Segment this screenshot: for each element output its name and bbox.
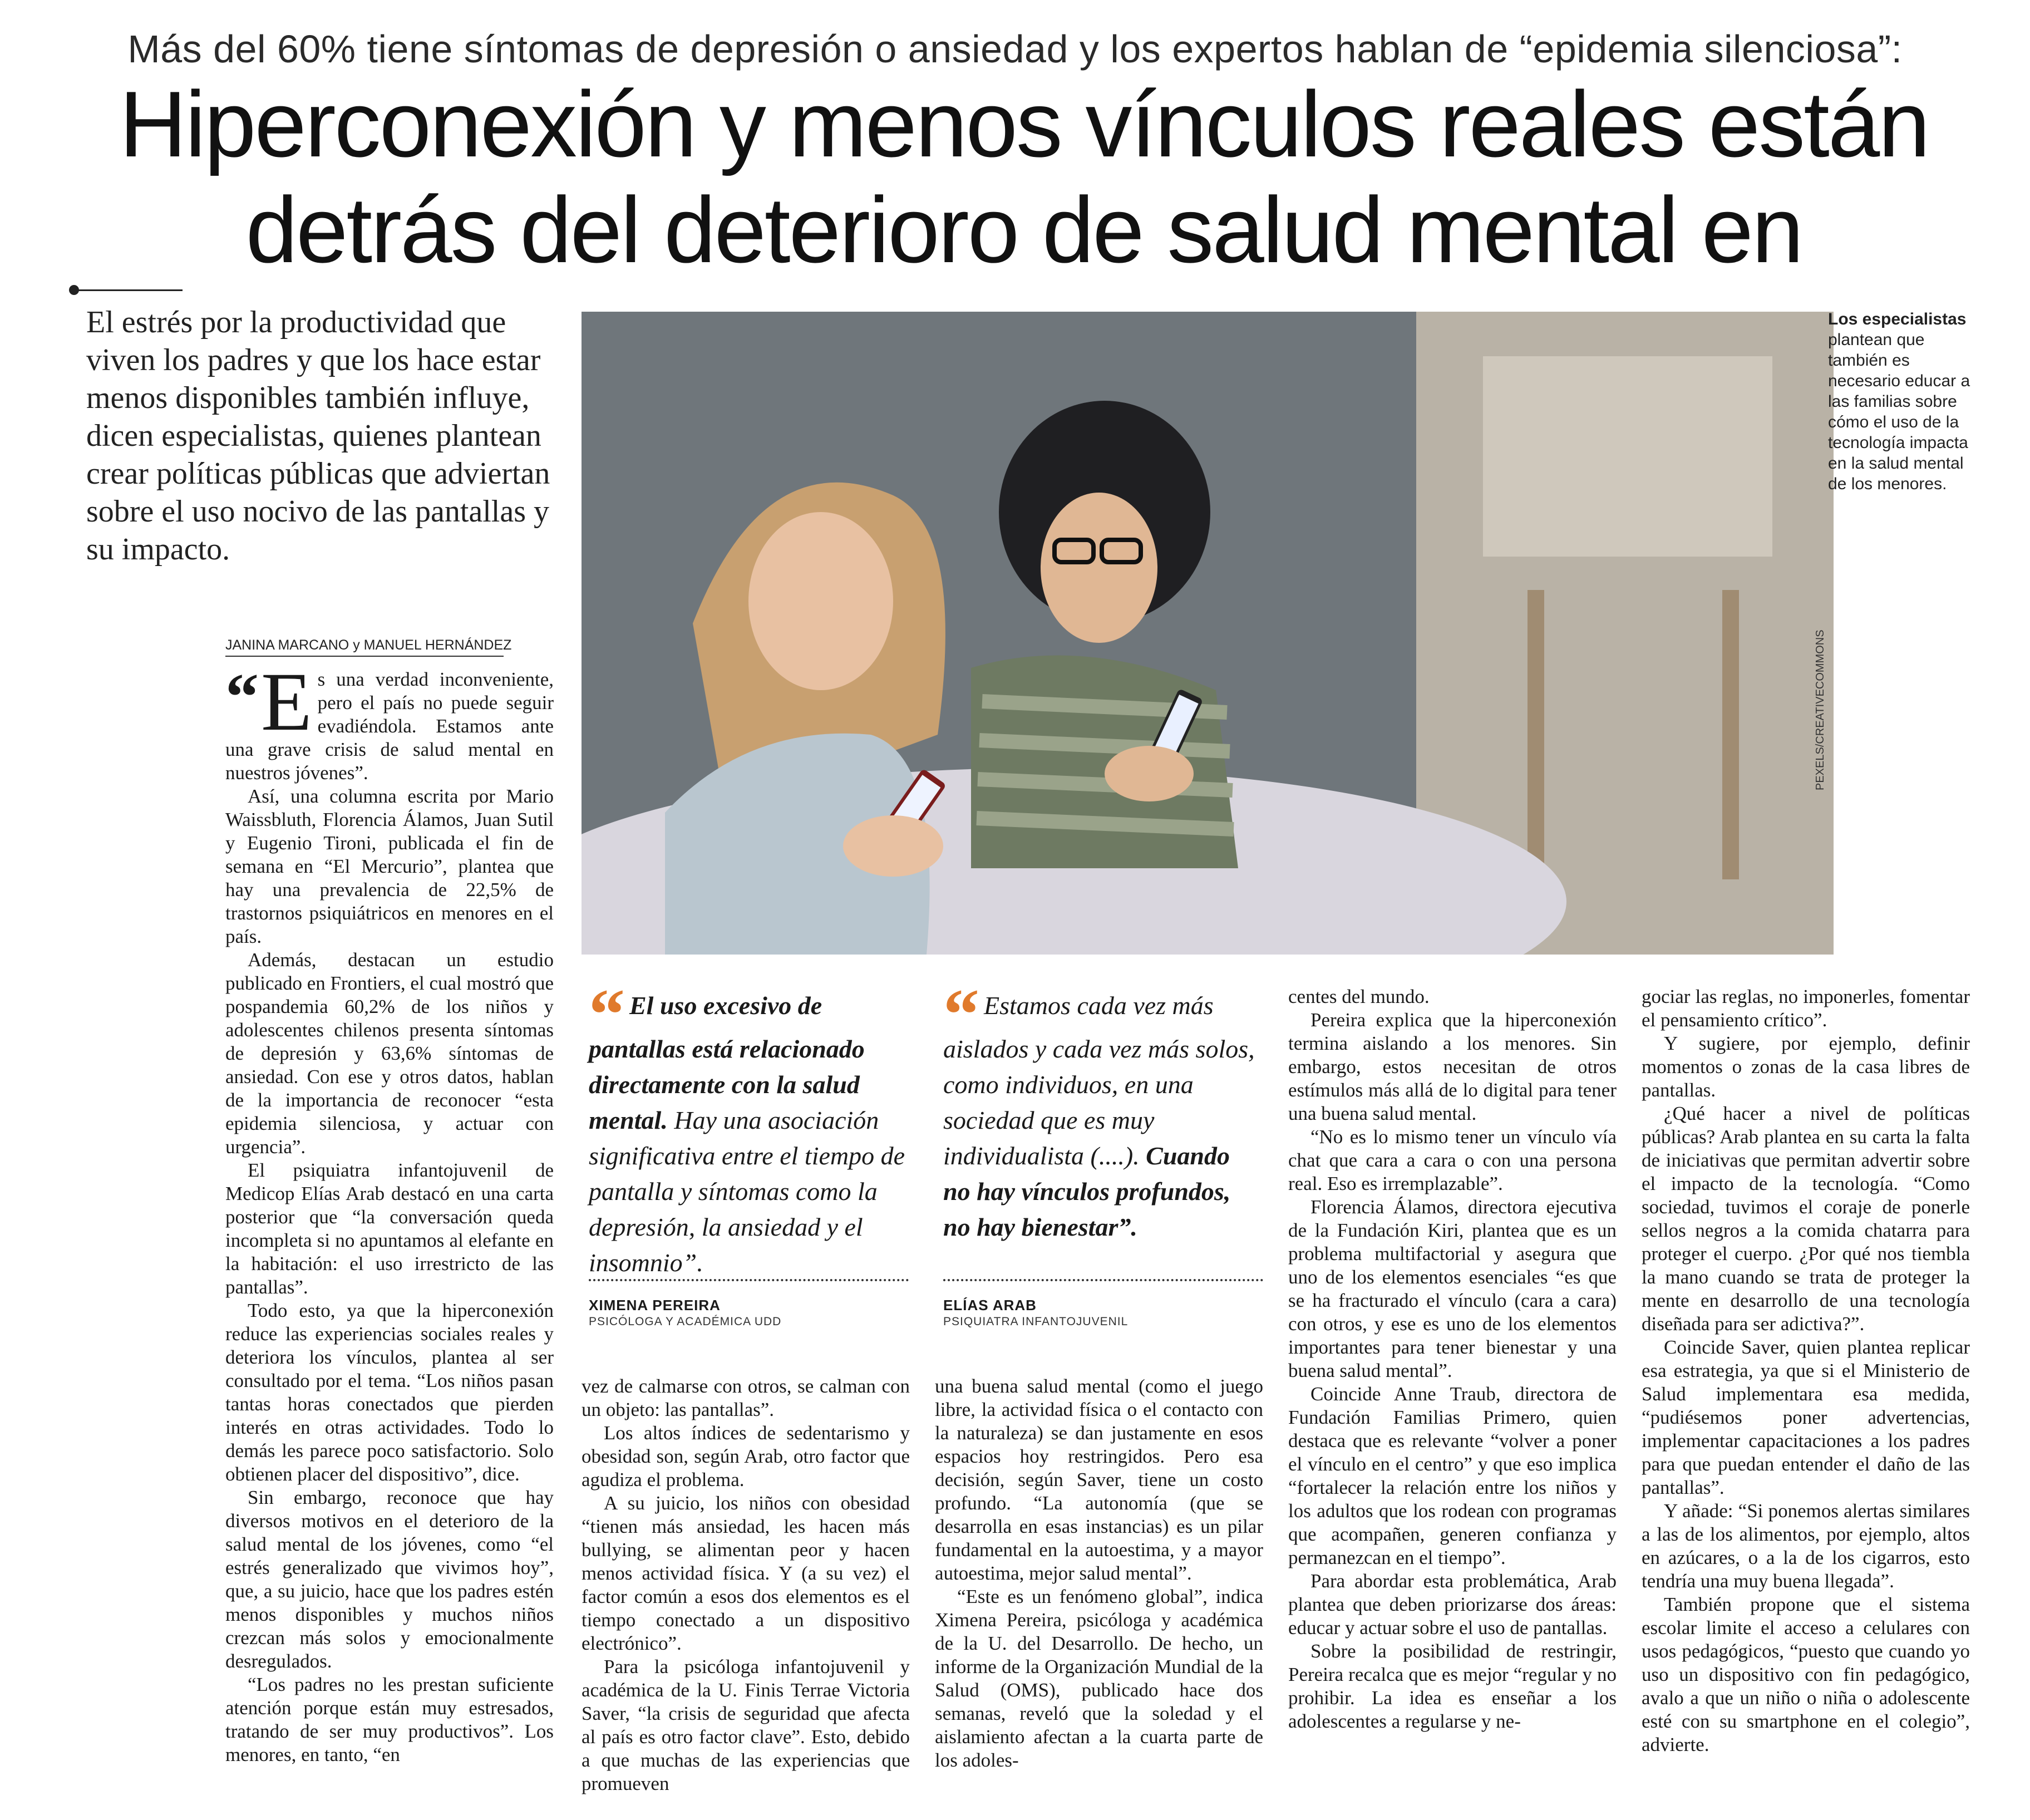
paragraph: A su juicio, los niños con obesidad “tienen más ansiedad, les hacen más bullying, se alimentan peor y hacen menos actividad física. Y (a su vez) el factor común a esos dos elementos es el tiempo conectado a un dispositivo electrónico”. [582, 1492, 910, 1654]
paragraph: vez de calmarse con otros, se calman con un objeto: las pantallas”. [582, 1375, 910, 1420]
pull-quote-1-bold: El uso excesivo de pantallas está relacionado directamente con la salud mental. [589, 991, 865, 1134]
paragraph: centes del mundo. [1288, 986, 1430, 1007]
paragraph: Sin embargo, reconoce que hay diversos motivos en el deterioro de la salud mental de los jóvenes, como “el estrés generalizado que vivimos hoy”, que, a su juicio, hace que los padres estén menos disponibles y muchos niños crezcan más solos y emocionalmente desregulados. [225, 1487, 554, 1672]
pull-quote-1-attribution [589, 1297, 781, 1329]
pull-quote-2-divider [943, 1279, 1263, 1281]
open-quote-mark: “ [225, 660, 259, 734]
paragraph: Los altos índices de sedentarismo y obesidad son, según Arab, otro factor que agudiza el problema. [582, 1422, 910, 1491]
body-column-3 [935, 1375, 1263, 1772]
pull-quote-1 [589, 975, 909, 1281]
pull-quote-1-text: Hay una asociación significativa entre el tiempo de pantalla y síntomas como la depresión, la ansiedad y el insomnio”. [589, 1106, 905, 1277]
paragraph: “No es lo mismo tener un vínculo vía chat que cara a cara o con una persona real. Eso es irremplazable”. [1288, 1126, 1617, 1194]
caption-text: plantean que también es necesario educar a las familias sobre cómo el uso de la tecnología impacta en la salud mental de los menores. [1828, 331, 1970, 493]
paragraph: “Los padres no les prestan suficiente atención porque están muy estresados, tratando de ser muy productivos”. Los menores, en tanto, “en [225, 1674, 554, 1765]
lede: El estrés por la productividad que viven los padres y que los hace estar menos disponibles también influye, dicen especialistas, quienes plantean crear políticas públicas que adviertan sobre el uso nocivo de las pantallas y su impacto. [86, 305, 550, 567]
lede-rule [77, 289, 183, 291]
photo-caption [1828, 309, 1975, 494]
photo-credit: PEXELS/CREATIVECOMMONS [1814, 629, 1826, 790]
photo-illustration [582, 312, 1834, 955]
paragraph: Además, destacan un estudio publicado en Frontiers, el cual mostró que pospandemia 60,2% de los niños y adolescentes chilenos presenta síntomas de depresión y 63,6% síntomas de ansiedad. Con ese y otros datos, hablan de la importancia de reconocer “esta epidemia silenciosa, y actuar con urgencia”. [225, 949, 554, 1158]
headline-line-1: Hiperconexión y menos vínculos reales están [119, 72, 1929, 176]
opening-text: s una verdad inconveniente, pero el país no puede seguir evadiéndola. Estamos ante una grave crisis de salud mental en nuestros jóvenes”. [225, 668, 554, 784]
paragraph: También propone que el sistema escolar limite el acceso a celulares con usos pedagógicos, “puesto que cuando yo uso un dispositivo con fin pedagógico, avalo a que un niño o niña o adolescente esté con su smartphone en el colegio”, advierte. [1642, 1593, 1970, 1755]
paragraph: Pereira explica que la hiperconexión termina aislando a los menores. Sin embargo, estos necesitan de otros estímulos más allá de lo digital para tener una buena salud mental. [1288, 1009, 1617, 1124]
body-column-2 [582, 1375, 910, 1796]
paragraph: “Este es un fenómeno global”, indica Ximena Pereira, psicóloga y académica de la U. del Desarrollo. De hecho, un informe de la Organización Mundial de la Salud (OMS), publicado hace dos semanas, reveló que la soledad y el aislamiento afectan a la cuarta parte de los adoles- [935, 1586, 1263, 1771]
paragraph: El psiquiatra infantojuvenil de Medicop Elías Arab destacó en una carta posterior que “la conversación queda incompleta si no apuntamos al elefante en la habitación: el uso irrestricto de las pantallas”. [225, 1159, 554, 1298]
pull-quote-2-text: Estamos cada vez más aislados y cada vez más solos, como individuos, en una sociedad que es muy individualista (....). [943, 991, 1255, 1170]
paragraph: Para la psicóloga infantojuvenil y académica de la U. Finis Terrae Victoria Saver, “la crisis de seguridad que afecta al país es otro factor clave”. Esto, debido a que muchas de las experiencias que promueven [582, 1656, 910, 1794]
headline-line-2: detrás del deterioro de salud mental en [245, 178, 1802, 282]
quote-mark-icon: “ [943, 975, 979, 1055]
paragraph: Todo esto, ya que la hiperconexión reduce las experiencias sociales reales y deteriora los vínculos, plantea al ser consultado por el tema. “Los niños pasan tantas horas conectados que pierden interés en otras actividades. Todo lo demás les parece poco satisfactorio. Solo obtienen placer del dispositivo”, dice. [225, 1300, 554, 1485]
paragraph: Y añade: “Si ponemos alertas similares a las de los alimentos, por ejemplo, altos en azúcares, o a la de los cigarros, esto tendría una muy buena llegada”. [1642, 1500, 1970, 1592]
body-column-5 [1642, 985, 1970, 1757]
source-role: PSICÓLOGA Y ACADÉMICA UDD [589, 1315, 782, 1328]
paragraph: Y sugiere, por ejemplo, definir momentos o zonas de la casa libres de pantallas. [1642, 1032, 1970, 1101]
body-column-4 [1288, 985, 1617, 1733]
byline: JANINA MARCANO y MANUEL HERNÁNDEZ [225, 637, 504, 657]
opening-paragraph [225, 656, 554, 785]
paragraph: Para abordar esta problemática, Arab plantea que deben priorizarse dos áreas: educar y actuar sobre el uso de pantallas. [1288, 1570, 1617, 1639]
source-name: XIMENA PEREIRA [589, 1297, 721, 1314]
article-photo [582, 312, 1834, 955]
pull-quote-1-divider [589, 1279, 909, 1281]
kicker: Más del 60% tiene síntomas de depresión o ansiedad y los expertos hablan de “epidemia silenciosa”: [127, 27, 1903, 71]
caption-lead: Los especialistas [1828, 310, 1967, 328]
body-column-1 [225, 656, 554, 1767]
paragraph: Coincide Saver, quien plantea replicar esa estrategia, ya que si el Ministerio de Salud implementara esa medida, “pudiésemos poner advertencias, implementar capacitaciones a los padres para que puedan entender el daño de las pantallas”. [1642, 1336, 1970, 1498]
pull-quote-2-bold: Cuando no hay vínculos profundos, no hay bienestar”. [943, 1142, 1231, 1241]
drop-cap: E [261, 656, 312, 748]
paragraph: Coincide Anne Traub, directora de Fundación Familias Primero, quien destaca que es relevante “volver a poner el vínculo en el centro” y que eso implica “fortalecer la relación entre los niños y los adultos que los rodean con programas que acompañen, generen confianza y permanezcan en el tiempo”. [1288, 1383, 1617, 1568]
source-name: ELÍAS ARAB [943, 1297, 1037, 1314]
paragraph: Florencia Álamos, directora ejecutiva de la Fundación Kiri, plantea que es un problema multifactorial y asegura que uno de los elementos esenciales “es que se ha fracturado el vínculo (cara a cara) con otros, y ese es uno de los elementos importantes para tener bienestar y una buena salud mental”. [1288, 1196, 1617, 1381]
paragraph: gociar las reglas, no imponerles, fomentar el pensamiento crítico”. [1642, 986, 1970, 1031]
source-role: PSIQUIATRA INFANTOJUVENIL [943, 1315, 1129, 1328]
pull-quote-2-attribution [943, 1297, 1128, 1329]
pull-quote-2 [943, 975, 1263, 1245]
paragraph: ¿Qué hacer a nivel de políticas públicas? Arab plantea en su carta la falta de iniciativas que permitan advertir sobre el impacto de la tecnología. “Como sociedad, tuvimos el coraje de ponerle sellos negros a la comida chatarra para proteger el cuerpo. ¿Por qué nos tiembla la mano cuando se trata de proteger la mente en desarrollo de una tecnología diseñada para ser adictiva?”. [1642, 1103, 1970, 1335]
paragraph: Así, una columna escrita por Mario Waissbluth, Florencia Álamos, Juan Sutil y Eugenio Tironi, publicada el fin de semana en “El Mercurio”, plantea que hay una prevalencia de 22,5% de trastornos psiquiátricos en menores en el país. [225, 785, 554, 947]
paragraph: Sobre la posibilidad de restringir, Pereira recalca que es mejor “regular y no prohibir. La idea es enseñar a los adolescentes a regularse y ne- [1288, 1640, 1617, 1732]
quote-mark-icon: “ [589, 975, 625, 1055]
paragraph: una buena salud mental (como el juego libre, la actividad física o el contacto con la naturaleza) se dan justamente en esos espacios hoy restringidos. Pero esa decisión, según Saver, tiene un costo profundo. “La autonomía (que se desarrolla en esas instancias) es un pilar fundamental en la autoestima, y a mayor autoestima, mejor salud mental”. [935, 1375, 1263, 1584]
